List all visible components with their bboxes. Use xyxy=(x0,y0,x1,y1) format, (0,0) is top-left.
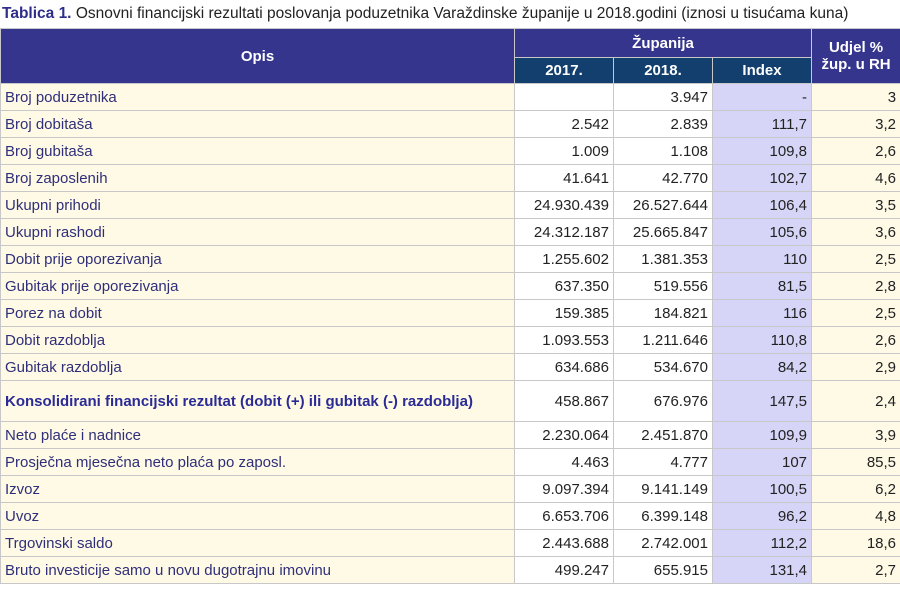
cell-index: 110,8 xyxy=(713,327,812,354)
cell-udjel: 2,4 xyxy=(812,381,900,422)
table-row xyxy=(1,246,900,273)
cell-2017: 9.097.394 xyxy=(515,476,614,503)
cell-udjel: 3,9 xyxy=(812,422,900,449)
cell-udjel: 2,8 xyxy=(812,273,900,300)
cell-index: 102,7 xyxy=(713,165,812,192)
header-zupanija: Županija xyxy=(515,29,812,58)
table-row xyxy=(1,422,900,449)
table-row xyxy=(1,557,900,584)
cell-2017: 1.093.553 xyxy=(515,327,614,354)
cell-index: 111,7 xyxy=(713,111,812,138)
table-row xyxy=(1,192,900,219)
cell-udjel: 85,5 xyxy=(812,449,900,476)
cell-2018: 1.211.646 xyxy=(614,327,713,354)
cell-index: 106,4 xyxy=(713,192,812,219)
caption-label: Tablica 1. xyxy=(2,5,72,22)
cell-2018: 9.141.149 xyxy=(614,476,713,503)
table-row xyxy=(1,219,900,246)
cell-index: 109,8 xyxy=(713,138,812,165)
cell-2018: 26.527.644 xyxy=(614,192,713,219)
cell-udjel: 3 xyxy=(812,84,900,111)
cell-2017: 24.312.187 xyxy=(515,219,614,246)
cell-2018: 519.556 xyxy=(614,273,713,300)
cell-index: 131,4 xyxy=(713,557,812,584)
cell-2017: 1.255.602 xyxy=(515,246,614,273)
cell-2017: 1.009 xyxy=(515,138,614,165)
financial-results-table xyxy=(0,28,900,584)
table-row xyxy=(1,354,900,381)
cell-2018: 1.381.353 xyxy=(614,246,713,273)
row-label: Izvoz xyxy=(1,476,515,503)
header-year-2017: 2017. xyxy=(515,58,614,84)
table-row xyxy=(1,300,900,327)
cell-index: 107 xyxy=(713,449,812,476)
cell-2018: 2.839 xyxy=(614,111,713,138)
cell-2018: 1.108 xyxy=(614,138,713,165)
cell-2017: 4.463 xyxy=(515,449,614,476)
cell-index: - xyxy=(713,84,812,111)
table-row xyxy=(1,476,900,503)
cell-2018: 4.777 xyxy=(614,449,713,476)
cell-index: 96,2 xyxy=(713,503,812,530)
cell-2018: 655.915 xyxy=(614,557,713,584)
row-label: Dobit prije oporezivanja xyxy=(1,246,515,273)
cell-2018: 42.770 xyxy=(614,165,713,192)
row-label: Konsolidirani financijski rezultat (dobit (+) ili gubitak (-) razdoblja) xyxy=(1,381,515,422)
cell-udjel: 4,8 xyxy=(812,503,900,530)
cell-udjel: 3,6 xyxy=(812,219,900,246)
row-label: Ukupni rashodi xyxy=(1,219,515,246)
table-row xyxy=(1,165,900,192)
cell-2017: 2.542 xyxy=(515,111,614,138)
row-label: Gubitak prije oporezivanja xyxy=(1,273,515,300)
header-udjel-line1: Udjel % xyxy=(828,39,884,56)
cell-udjel: 18,6 xyxy=(812,530,900,557)
cell-2017: 634.686 xyxy=(515,354,614,381)
cell-2018: 25.665.847 xyxy=(614,219,713,246)
row-label: Neto plaće i nadnice xyxy=(1,422,515,449)
row-label: Prosječna mjesečna neto plaća po zaposl. xyxy=(1,449,515,476)
table-row xyxy=(1,84,900,111)
row-label: Gubitak razdoblja xyxy=(1,354,515,381)
cell-2017: 499.247 xyxy=(515,557,614,584)
row-label: Broj poduzetnika xyxy=(1,84,515,111)
row-label: Uvoz xyxy=(1,503,515,530)
cell-2017 xyxy=(515,84,614,111)
table-row xyxy=(1,530,900,557)
cell-index: 112,2 xyxy=(713,530,812,557)
row-label: Trgovinski saldo xyxy=(1,530,515,557)
cell-2018: 534.670 xyxy=(614,354,713,381)
cell-udjel: 4,6 xyxy=(812,165,900,192)
table-row xyxy=(1,111,900,138)
table-row xyxy=(1,449,900,476)
cell-index: 81,5 xyxy=(713,273,812,300)
cell-udjel: 3,2 xyxy=(812,111,900,138)
header-udjel xyxy=(812,29,900,84)
cell-2018: 6.399.148 xyxy=(614,503,713,530)
cell-index: 147,5 xyxy=(713,381,812,422)
row-label: Dobit razdoblja xyxy=(1,327,515,354)
cell-udjel: 2,9 xyxy=(812,354,900,381)
header-udjel-line2: žup. u RH xyxy=(821,56,891,73)
table-body xyxy=(1,84,900,584)
table-caption xyxy=(2,0,900,28)
cell-udjel: 2,5 xyxy=(812,300,900,327)
row-label: Broj zaposlenih xyxy=(1,165,515,192)
row-label: Porez na dobit xyxy=(1,300,515,327)
table-row xyxy=(1,327,900,354)
cell-2018: 676.976 xyxy=(614,381,713,422)
table-row xyxy=(1,273,900,300)
cell-2017: 637.350 xyxy=(515,273,614,300)
cell-index: 100,5 xyxy=(713,476,812,503)
table-row xyxy=(1,381,900,422)
cell-udjel: 2,6 xyxy=(812,327,900,354)
header-opis: Opis xyxy=(1,29,515,84)
cell-2017: 2.443.688 xyxy=(515,530,614,557)
cell-index: 110 xyxy=(713,246,812,273)
cell-udjel: 2,6 xyxy=(812,138,900,165)
cell-udjel: 3,5 xyxy=(812,192,900,219)
table-row xyxy=(1,138,900,165)
cell-index: 116 xyxy=(713,300,812,327)
cell-index: 105,6 xyxy=(713,219,812,246)
cell-index: 109,9 xyxy=(713,422,812,449)
cell-2018: 2.451.870 xyxy=(614,422,713,449)
cell-2018: 184.821 xyxy=(614,300,713,327)
cell-2017: 2.230.064 xyxy=(515,422,614,449)
caption-text: Osnovni financijski rezultati poslovanja poduzetnika Varaždinske županije u 2018.godini (iznosi u tisućama kuna) xyxy=(75,5,849,22)
cell-2017: 6.653.706 xyxy=(515,503,614,530)
row-label: Ukupni prihodi xyxy=(1,192,515,219)
row-label: Broj gubitaša xyxy=(1,138,515,165)
cell-2017: 159.385 xyxy=(515,300,614,327)
row-label: Broj dobitaša xyxy=(1,111,515,138)
cell-udjel: 2,7 xyxy=(812,557,900,584)
cell-2017: 24.930.439 xyxy=(515,192,614,219)
header-year-2018: 2018. xyxy=(614,58,713,84)
cell-2018: 2.742.001 xyxy=(614,530,713,557)
row-label: Bruto investicije samo u novu dugotrajnu imovinu xyxy=(1,557,515,584)
cell-2017: 458.867 xyxy=(515,381,614,422)
cell-udjel: 6,2 xyxy=(812,476,900,503)
header-index: Index xyxy=(713,58,812,84)
cell-index: 84,2 xyxy=(713,354,812,381)
cell-udjel: 2,5 xyxy=(812,246,900,273)
table-row xyxy=(1,503,900,530)
cell-2018: 3.947 xyxy=(614,84,713,111)
cell-2017: 41.641 xyxy=(515,165,614,192)
